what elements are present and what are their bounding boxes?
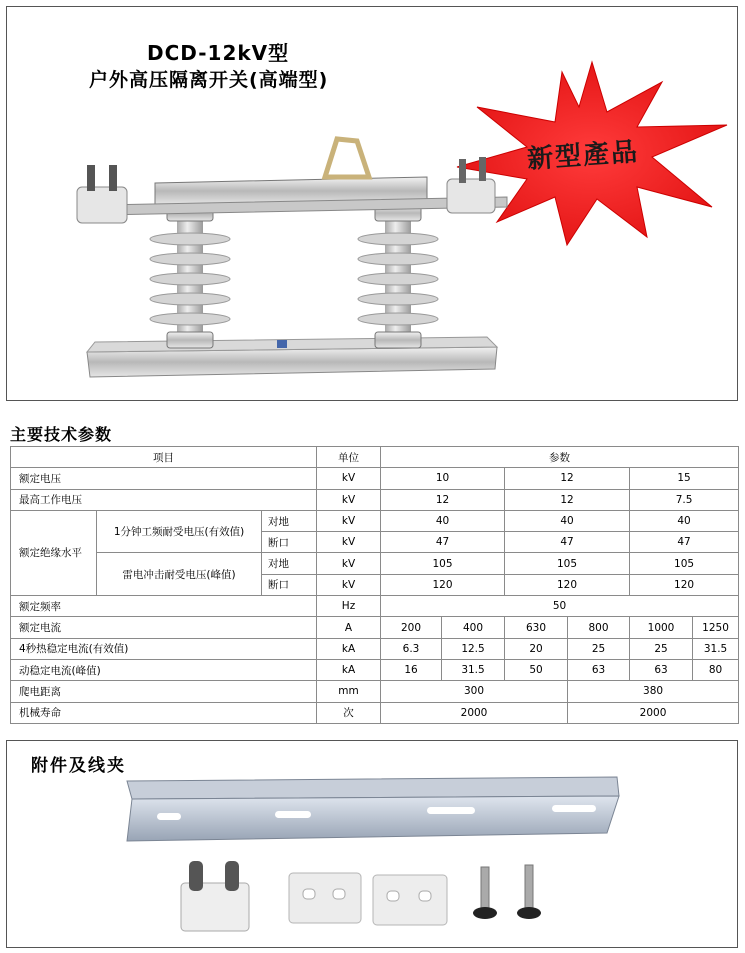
row-label: 额定电压: [11, 468, 317, 489]
cell: 630: [505, 617, 568, 638]
table-row: [11, 617, 739, 638]
clamp-plate: [289, 873, 361, 923]
row-unit: mm: [317, 681, 381, 702]
row-unit: 次: [317, 702, 381, 723]
sub-label: 断口: [262, 532, 317, 553]
table-row: [11, 702, 739, 723]
product-name-title: 户外高压隔离开关(高端型): [89, 69, 329, 91]
cell: 200: [381, 617, 442, 638]
cell: 25: [630, 638, 693, 659]
row-unit: A: [317, 617, 381, 638]
header-item: 项目: [11, 447, 317, 468]
row-label: 最高工作电压: [11, 489, 317, 510]
lightning-label: 雷电冲击耐受电压(峰值): [97, 553, 262, 596]
cell: 2000: [381, 702, 568, 723]
row-unit: kV: [317, 468, 381, 489]
new-product-badge-text: 新型產品: [526, 137, 641, 175]
cell: 1250: [693, 617, 739, 638]
cell: 20: [505, 638, 568, 659]
sub-label: 断口: [262, 574, 317, 595]
cell: 47: [381, 532, 505, 553]
product-model-title: DCD-12kV型: [147, 41, 290, 65]
cell: 31.5: [693, 638, 739, 659]
cell: 16: [381, 659, 442, 680]
cell: 47: [630, 532, 739, 553]
table-row: [11, 553, 739, 574]
cell: 63: [568, 659, 630, 680]
table-row: [11, 681, 739, 702]
cell: 12: [505, 489, 630, 510]
header-unit: 单位: [317, 447, 381, 468]
angle-iron: [127, 777, 619, 799]
table-row: [11, 638, 739, 659]
cell: 12: [505, 468, 630, 489]
cell: 120: [505, 574, 630, 595]
cell: 7.5: [630, 489, 739, 510]
cell: 6.3: [381, 638, 442, 659]
wire-clamp-with-bolts: [181, 861, 249, 931]
cell: 105: [630, 553, 739, 574]
cell: 80: [693, 659, 739, 680]
row-label: 动稳定电流(峰值): [11, 659, 317, 680]
cell: 2000: [568, 702, 739, 723]
cell: 12.5: [442, 638, 505, 659]
cell: 50: [505, 659, 568, 680]
row-unit: kV: [317, 489, 381, 510]
row-unit: kA: [317, 638, 381, 659]
cell: 25: [568, 638, 630, 659]
right-insulator: [358, 205, 438, 348]
row-unit: kA: [317, 659, 381, 680]
spec-table: [10, 446, 739, 724]
cell: 800: [568, 617, 630, 638]
table-header-row: [11, 447, 739, 468]
accessories-heading: 附件及线夹: [31, 756, 126, 776]
clamp-plate: [373, 875, 447, 925]
cell: 380: [568, 681, 739, 702]
cell: 300: [381, 681, 568, 702]
cell: 105: [381, 553, 505, 574]
cell: 40: [630, 510, 739, 531]
row-label: 额定电流: [11, 617, 317, 638]
cell: 120: [630, 574, 739, 595]
sub-label: 对地: [262, 553, 317, 574]
row-label: 4秒热稳定电流(有效值): [11, 638, 317, 659]
row-unit: kV: [317, 574, 381, 595]
left-insulator: [150, 207, 230, 348]
row-unit: kV: [317, 532, 381, 553]
cell: 47: [505, 532, 630, 553]
product-photo-panel: [6, 6, 738, 401]
cell: 120: [381, 574, 505, 595]
row-label: 机械寿命: [11, 702, 317, 723]
table-row: [11, 468, 739, 489]
cell: 105: [505, 553, 630, 574]
sub-label: 对地: [262, 510, 317, 531]
cell: 1000: [630, 617, 693, 638]
cell: 40: [381, 510, 505, 531]
bolts: [473, 865, 541, 919]
table-row: [11, 489, 739, 510]
table-row: [11, 596, 739, 617]
cell: 15: [630, 468, 739, 489]
header-params: 参数: [381, 447, 739, 468]
cell: 63: [630, 659, 693, 680]
table-row: [11, 510, 739, 531]
cell: 40: [505, 510, 630, 531]
row-unit: kV: [317, 510, 381, 531]
row-label: 爬电距离: [11, 681, 317, 702]
row-unit: Hz: [317, 596, 381, 617]
cell: 400: [442, 617, 505, 638]
row-label: 额定频率: [11, 596, 317, 617]
table-row: [11, 659, 739, 680]
insulation-label: 额定绝缘水平: [11, 510, 97, 595]
tech-params-heading: 主要技术参数: [10, 425, 113, 444]
accessories-panel: [6, 740, 738, 948]
power-freq-label: 1分钟工频耐受电压(有效值): [97, 510, 262, 553]
cell: 10: [381, 468, 505, 489]
cell: 50: [381, 596, 739, 617]
cell: 12: [381, 489, 505, 510]
cell: 31.5: [442, 659, 505, 680]
row-unit: kV: [317, 553, 381, 574]
